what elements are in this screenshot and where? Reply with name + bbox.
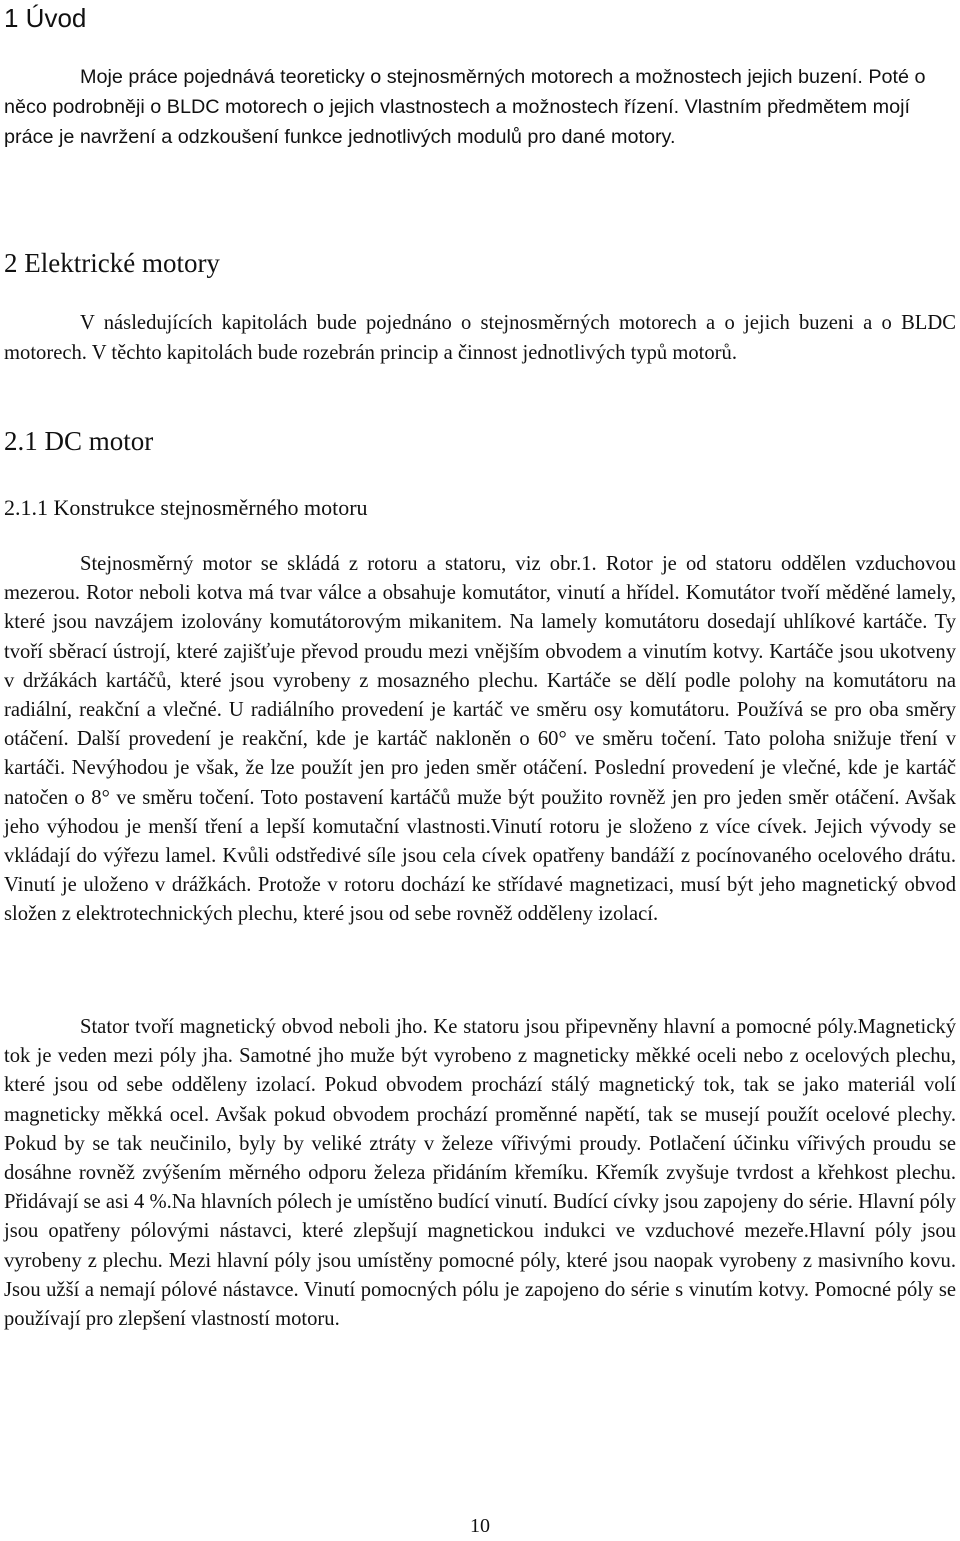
heading-uvod: 1 Úvod	[4, 3, 87, 33]
page-number: 10	[470, 1515, 490, 1537]
paragraph-konstrukce-rotor: Stejnosměrný motor se skládá z rotoru a statoru, viz obr.1. Rotor je od statoru oddělen vzduchovou mezerou. Rotor neboli kotva má tvar válce a obsahuje komutátor, vinutí a hřídel. Komutátor tvoří měděné lamely, které jsou navzájem izolovány komutátorovým mikanitem. Na lamely komutátoru dosedají uhlíkové kartáče. Ty tvoří sběrací ústrojí, které zajišťuje převod proudu mezi vnějším obvodem a vinutím kotvy. Kartáče jsou ukotveny v držákách kartáčů, které jsou vyrobeny z mosazného plechu. Kartáče se dělí podle polohy na komutátoru na radiální, reakční a vlečné. U radiálního provedení je kartáč ve směru osy komutátoru. Používá se pro oba směry otáčení. Další provedení je reakční, kde je kartáč nakloněn o 60° ve směru točení. Tato poloha snižuje tření v kartáči. Nevýhodou je však, že lze použít jen pro jeden směr otáčení. Poslední provedení je vlečné, kde je kartáč natočen o 8° ve směru točení. Toto postavení kartáčů muže být použito rovněž jen pro jeden směr otáčení. Avšak jeho výhodou je menší tření a lepší komutační vlastnosti.Vinutí rotoru je složeno z více cívek. Jejich vývody se vkládají do výřezu lamel. Kvůli odstředivé síle jsou cela cívek opatřeny bandáží z pocínovaného ocelového drátu. Vinutí je uloženo v drážkách. Protože v rotoru dochází ke střídavé magnetizaci, musí být jeho magnetický obvod složen z elektrotechnických plechu, které jsou od sebe rovněž odděleny izolací.	[4, 553, 956, 926]
paragraph-elektricke-motory: V následujících kapitolách bude pojednáno o stejnosměrných motorech a o jejich buzeni a o BLDC motorech. V těchto kapitolách bude rozebrán princip a činnost jednotlivých typů motorů.	[4, 312, 956, 364]
paragraph-konstrukce-stator: Stator tvoří magnetický obvod neboli jho. Ke statoru jsou připevněny hlavní a pomocné póly.Magnetický tok je veden mezi póly jha. Samotné jho muže být vyrobeno z magneticky měkké oceli nebo z ocelových plechu, které jsou od sebe odděleny izolací. Pokud obvodem prochází stálý magnetický tok, tak se jako materiál volí magneticky měkká ocel. Avšak pokud obvodem prochází proměnné napětí, tak se musejí použít ocelové plechy. Pokud by se tak neučinilo, byly by veliké ztráty v železe vířivými proudy. Potlačení účinku vířivých proudu se dosáhne rovněž zvýšením měrného odporu železa přidáním křemíku. Křemík zvyšuje tvrdost a křehkost plechu. Přidávají se asi 4 %.Na hlavních pólech je umístěno budící vinutí. Budící cívky jsou zapojeny do série. Hlavní póly jsou opatřeny pólovými nástavci, které zlepšují magnetickou indukci ve vzduchové mezeře.Hlavní póly jsou vyrobeny z plechu. Mezi hlavní póly jsou umístěny pomocné póly, které jsou naopak vyrobeny z masivního kovu. Jsou užší a nemají pólové nástavce. Vinutí pomocných pólu je zapojeno do série s vinutím kotvy. Pomocné póly se používají pro zlepšení vlastností motoru.	[4, 1016, 956, 1331]
heading-dc-motor: 2.1 DC motor	[4, 426, 154, 456]
heading-elektricke-motory: 2 Elektrické motory	[4, 248, 220, 278]
paragraph-uvod: Moje práce pojednává teoreticky o stejnosměrných motorech a možnostech jejich buzení. Poté o něco podrobněji o BLDC motorech o jejich vlastnostech a možnostech řízení. Vlastním předmětem mojí práce je navržení a odzkoušení funkce jednotlivých modulů pro dané motory.	[4, 66, 926, 148]
heading-konstrukce: 2.1.1 Konstrukce stejnosměrného motoru	[4, 495, 368, 520]
